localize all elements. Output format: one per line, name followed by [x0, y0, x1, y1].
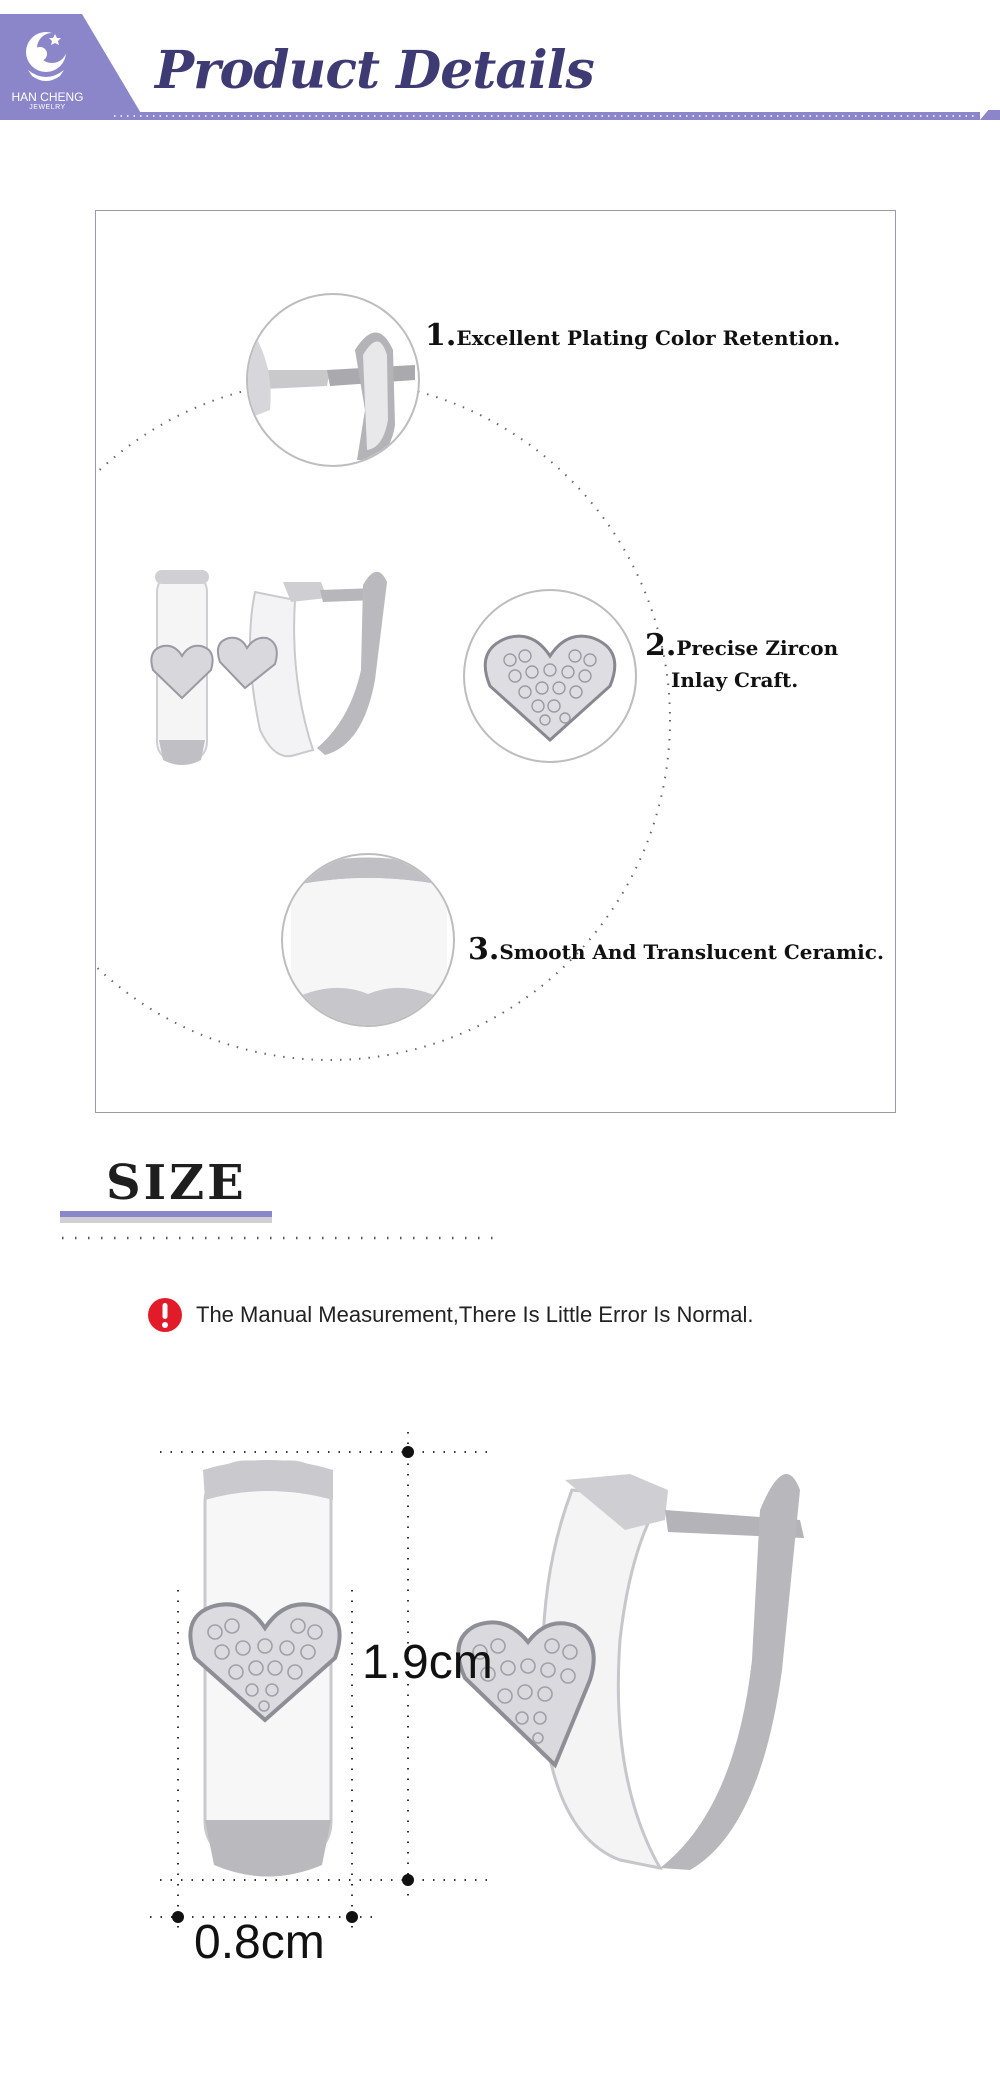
- feature-1-text: 1.Excellent Plating Color Retention.: [425, 318, 841, 353]
- page-title: Product Details: [155, 40, 594, 101]
- measurement-note: The Manual Measurement,There Is Little Error Is Normal.: [196, 1302, 754, 1327]
- header-rule: [110, 110, 1000, 122]
- size-underline: [60, 1211, 272, 1223]
- earring-front-image: [151, 570, 212, 765]
- width-measurement: 0.8cm: [194, 1916, 325, 1969]
- earring-side-large-image: [458, 1474, 804, 1870]
- height-measurement: 1.9cm: [362, 1636, 493, 1689]
- size-divider: [60, 1236, 495, 1240]
- earring-side-image: [218, 572, 387, 757]
- heart-detail-image: [464, 590, 636, 762]
- logo-text: HAN CHENG: [11, 90, 84, 104]
- exclamation-icon: [147, 1297, 183, 1333]
- feature-2-text: 2.Precise Zircon Inlay Craft.: [645, 628, 839, 692]
- logo-subtext: JEWELRY: [29, 104, 66, 111]
- size-diagram: [0, 1420, 1000, 1980]
- clasp-detail-image: [245, 294, 419, 466]
- earring-front-large-image: [190, 1460, 339, 1877]
- feature-3-text: 3.Smooth And Translucent Ceramic.: [468, 932, 884, 967]
- size-heading: SIZE: [106, 1155, 247, 1211]
- ceramic-detail-image: [282, 854, 454, 1030]
